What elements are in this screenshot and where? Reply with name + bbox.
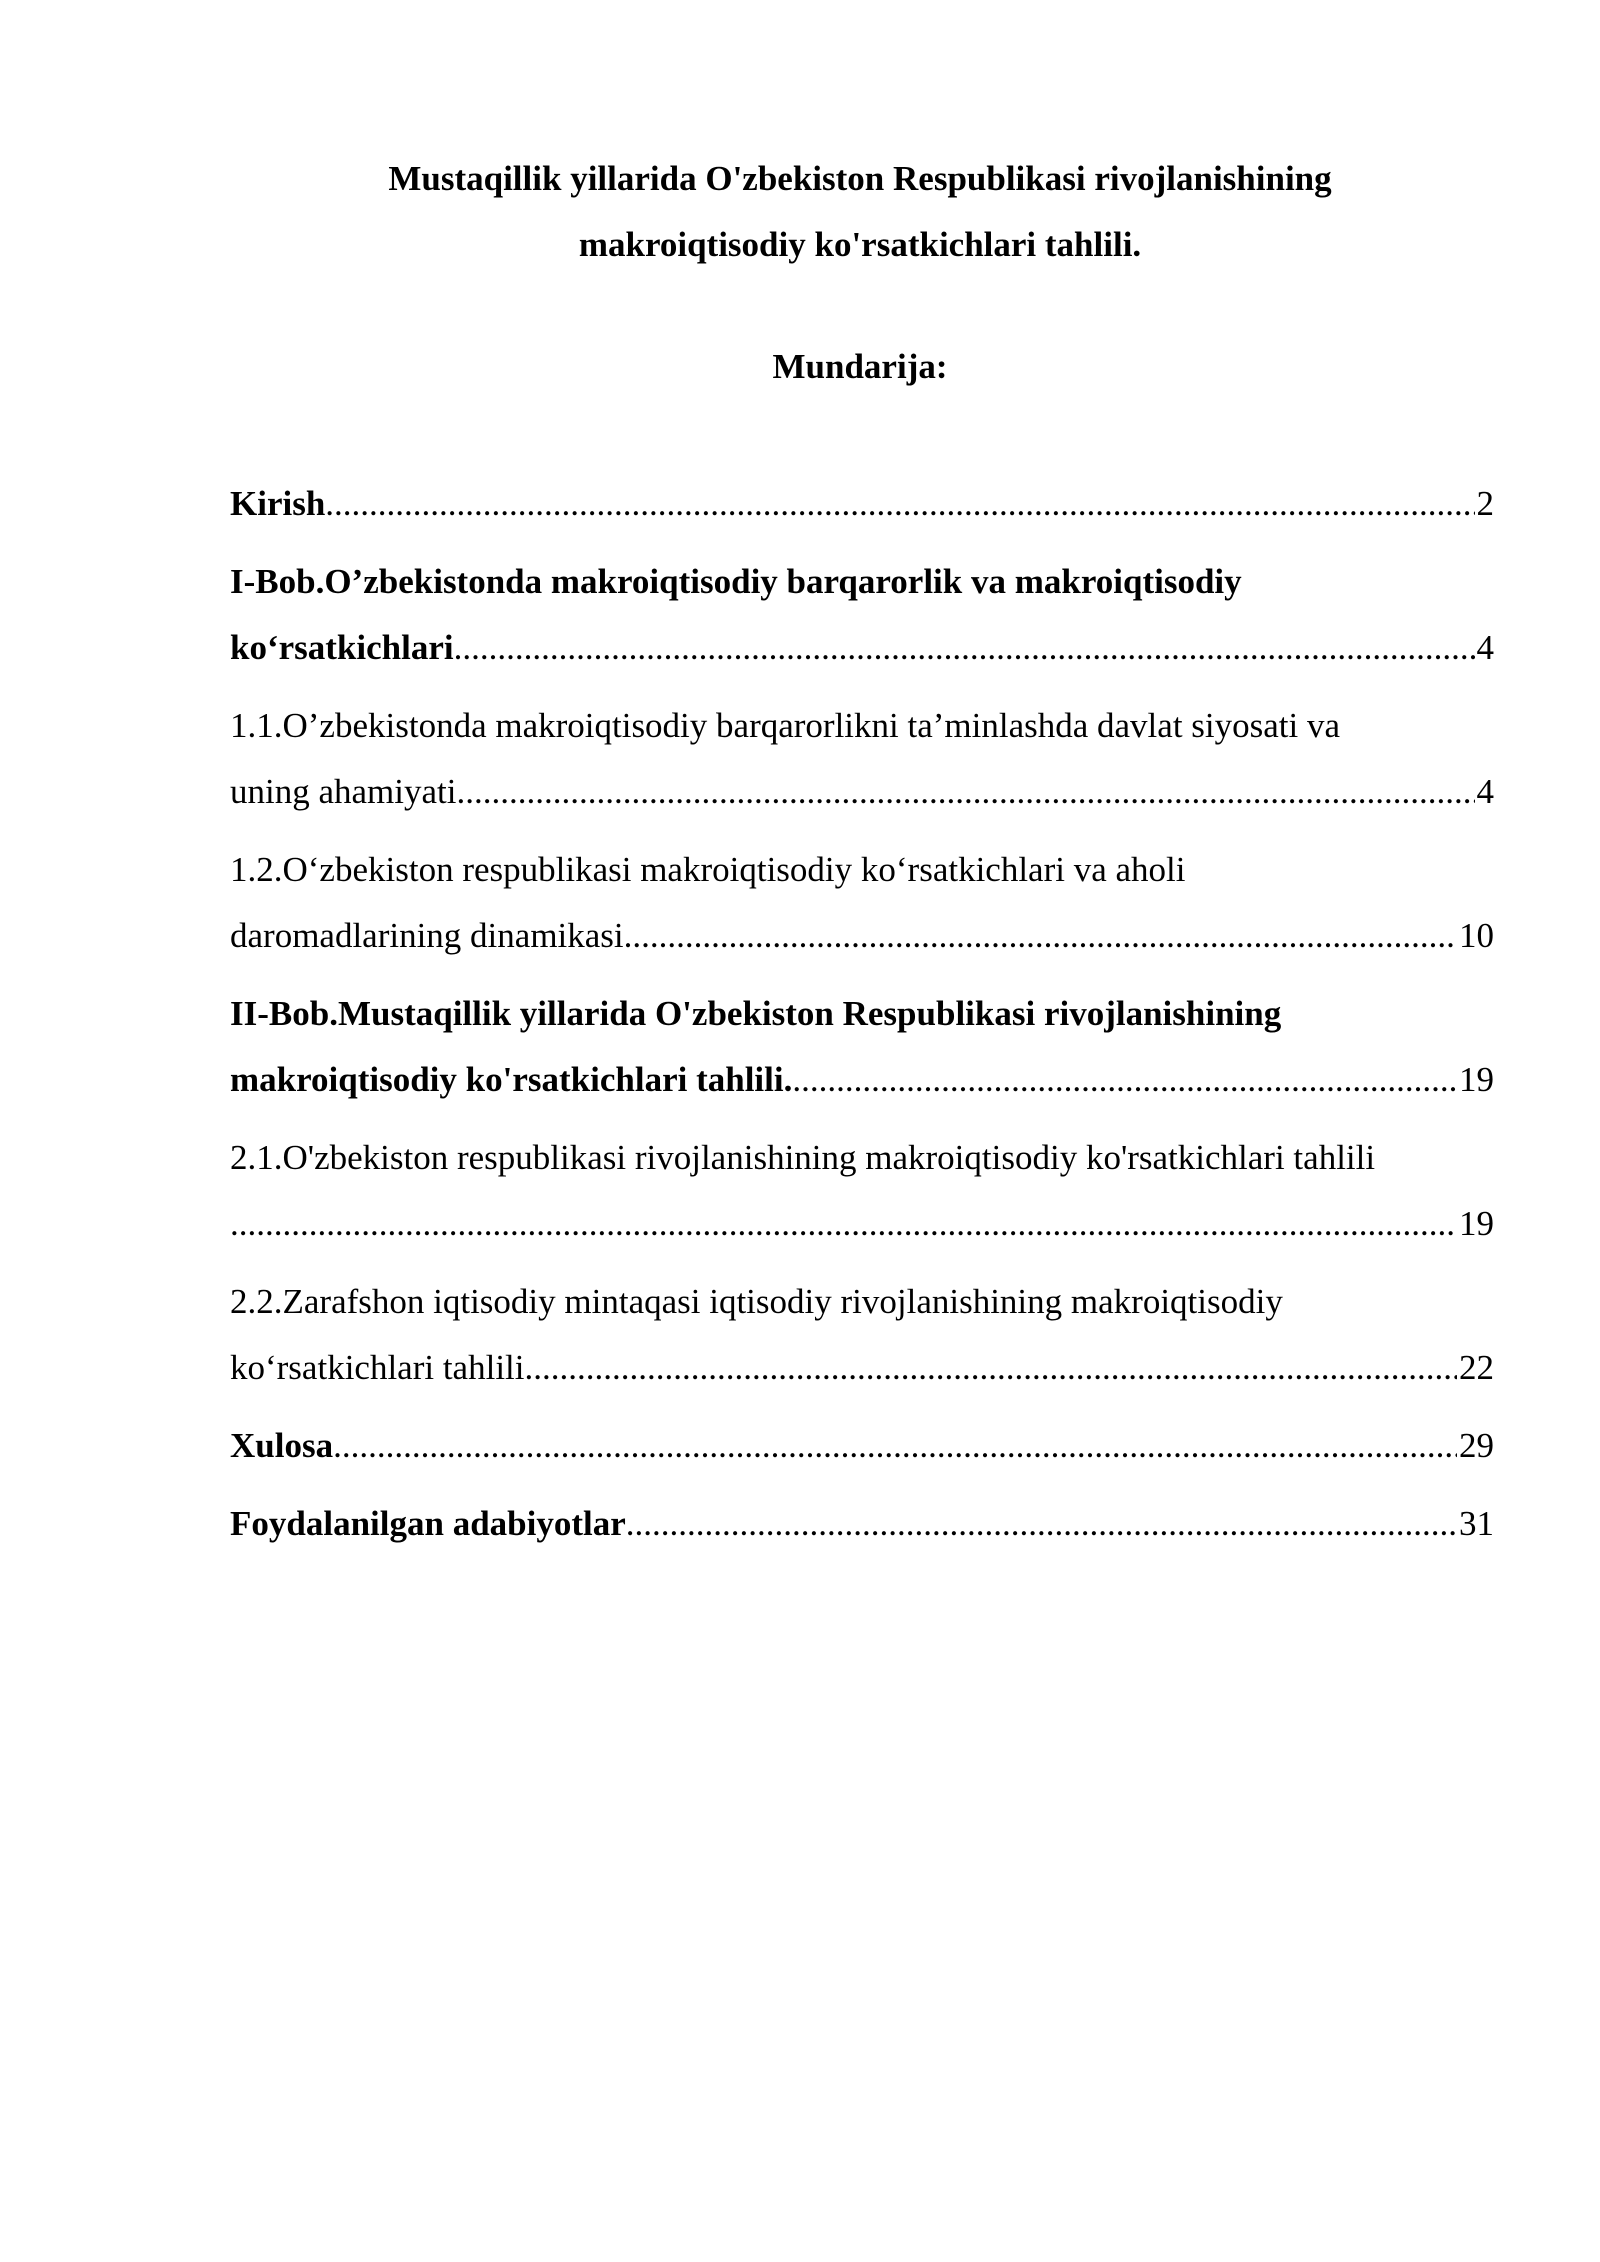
toc-entry-references[interactable] (230, 1491, 1494, 1557)
toc-entry-title-line-1: 1.2.O‘zbekiston respublikasi makroiqtisodiy ko‘rsatkichlari va aholi (230, 850, 1186, 889)
toc-entry-line (230, 471, 1494, 537)
toc-dot-leader (454, 615, 1475, 681)
toc-entry-section-2-2[interactable] (230, 1269, 1494, 1401)
toc-dot-leader (792, 1047, 1457, 1113)
toc-dot-leader (333, 1413, 1457, 1479)
toc-entry-xulosa[interactable] (230, 1413, 1494, 1479)
toc-entry-section-2-1[interactable] (230, 1125, 1494, 1257)
toc-page-number: 31 (1459, 1504, 1494, 1543)
toc-page-number: 4 (1476, 772, 1494, 811)
toc-entry-line (230, 1491, 1494, 1557)
toc-entry-line (230, 1335, 1494, 1401)
toc-entry-title-line-1: 2.2.Zarafshon iqtisodiy mintaqasi iqtisodiy rivojlanishining makroiqtisodiy (230, 1282, 1283, 1321)
toc-entry-title: Kirish (230, 484, 326, 523)
toc-page-number: 2 (1476, 484, 1494, 523)
toc-entry-title-line-2: uning ahamiyati (230, 772, 457, 811)
toc-page-number: 19 (1459, 1060, 1494, 1099)
toc-dot-leader (525, 1335, 1458, 1401)
toc-page-number: 29 (1459, 1426, 1494, 1465)
toc-entry-title-line-2: ko‘rsatkichlari (230, 628, 454, 667)
toc-entry-section-1-2[interactable] (230, 837, 1494, 969)
toc-entry-title: Xulosa (230, 1426, 334, 1465)
toc-entry-title-line-1: 2.1.O'zbekiston respublikasi rivojlanishining makroiqtisodiy ko'rsatkichlari tahlili (230, 1138, 1376, 1177)
toc-dot-leader (325, 471, 1474, 537)
toc-dot-leader (230, 1191, 1457, 1257)
table-of-contents (230, 471, 1494, 1569)
toc-entry-line (230, 759, 1494, 825)
document-title-line-1: Mustaqillik yillarida O'zbekiston Respublikasi rivojlanishining (388, 159, 1332, 198)
toc-entry-line (230, 1047, 1494, 1113)
toc-entry-line (230, 615, 1494, 681)
toc-entry-line (230, 1413, 1494, 1479)
toc-entry-title-line-1: II-Bob.Mustaqillik yillarida O'zbekiston Respublikasi rivojlanishining (230, 994, 1282, 1033)
toc-entry-title-line-1: I-Bob.O’zbekistonda makroiqtisodiy barqarorlik va makroiqtisodiy (230, 562, 1242, 601)
toc-entry-section-1-1[interactable] (230, 693, 1494, 825)
toc-dot-leader (624, 903, 1457, 969)
toc-entry-kirish[interactable] (230, 471, 1494, 537)
toc-page-number: 22 (1459, 1348, 1494, 1387)
toc-entry-chapter-1[interactable] (230, 549, 1494, 681)
toc-entry-title-line-2: daromadlarining dinamikasi (230, 916, 624, 955)
toc-entry-line (230, 1191, 1494, 1257)
toc-entry-title: Foydalanilgan adabiyotlar (230, 1504, 626, 1543)
toc-entry-title-line-1: 1.1.O’zbekistonda makroiqtisodiy barqarorlikni ta’minlashda davlat siyosati va (230, 706, 1341, 745)
toc-entry-chapter-2[interactable] (230, 981, 1494, 1113)
toc-entry-title-line-2: makroiqtisodiy ko'rsatkichlari tahlili. (230, 1060, 793, 1099)
document-title-line-2: makroiqtisodiy ko'rsatkichlari tahlili. (578, 225, 1142, 264)
toc-page-number: 19 (1459, 1204, 1494, 1243)
toc-heading: Mundarija: (772, 347, 948, 386)
document-title (230, 146, 1490, 278)
toc-dot-leader (456, 759, 1474, 825)
toc-entry-line (230, 903, 1494, 969)
toc-entry-title-line-2: ko‘rsatkichlari tahlili (230, 1348, 525, 1387)
toc-dot-leader (626, 1491, 1457, 1557)
toc-page-number: 4 (1476, 628, 1494, 667)
toc-page-number: 10 (1459, 916, 1494, 955)
